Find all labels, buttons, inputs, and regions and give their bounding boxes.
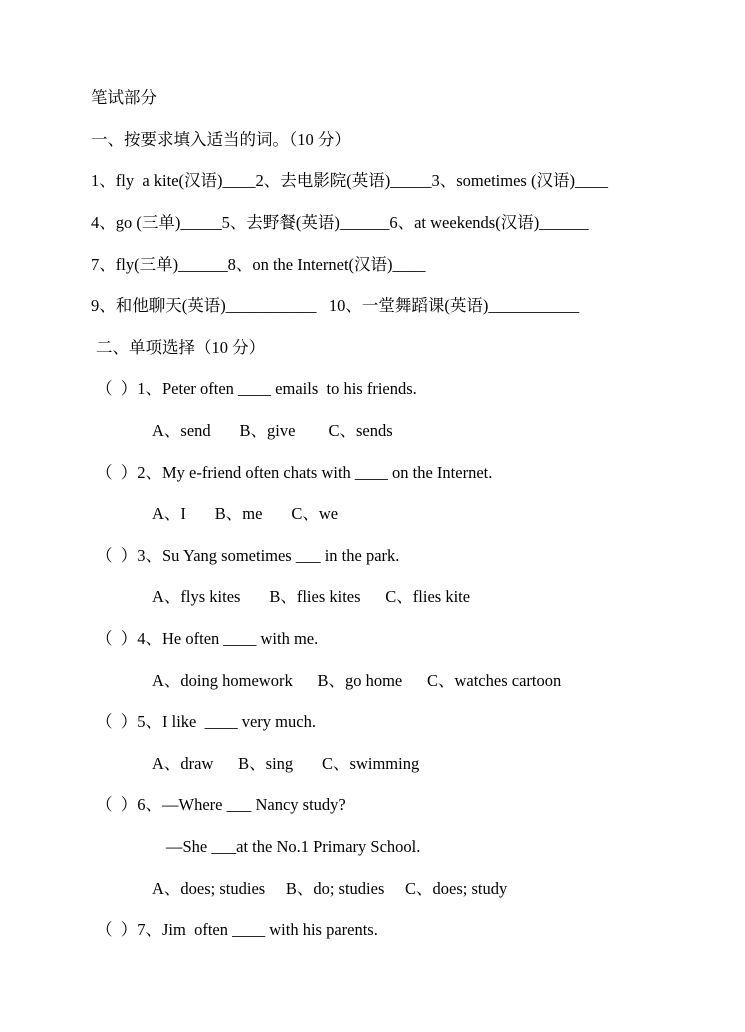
fill-line-4: 9、和他聊天(英语)___________ 10、一堂舞蹈课(英语)___________ [91, 296, 580, 315]
question-5-options: A、draw B、sing C、swimming [152, 754, 420, 773]
question-2-stem: （ ）2、My e-friend often chats with ____ on the Internet. [96, 463, 493, 482]
question-1-stem: （ ）1、Peter often ____ emails to his friends. [96, 379, 417, 398]
question-5-stem: （ ）5、I like ____ very much. [96, 712, 316, 731]
question-4-stem: （ ）4、He often ____ with me. [96, 629, 319, 648]
question-6-answer-line: —She ___at the No.1 Primary School. [166, 837, 421, 856]
question-3-options: A、flys kites B、flies kites C、flies kite [152, 587, 471, 606]
question-7-stem: （ ）7、Jim often ____ with his parents. [96, 920, 378, 939]
question-6-options: A、does; studies B、do; studies C、does; study [152, 879, 508, 898]
question-3-stem: （ ）3、Su Yang sometimes ___ in the park. [96, 546, 400, 565]
question-2-options: A、I B、me C、we [152, 504, 339, 523]
part2-title: 二、单项选择（10 分） [96, 338, 266, 357]
section-heading: 笔试部分 [91, 88, 157, 107]
part1-title: 一、按要求填入适当的词。（10 分） [91, 130, 351, 149]
question-4-options: A、doing homework B、go home C、watches cartoon [152, 671, 562, 690]
fill-line-1: 1、fly a kite(汉语)____2、去电影院(英语)_____3、sometimes (汉语)____ [91, 171, 608, 190]
fill-line-3: 7、fly(三单)______8、on the Internet(汉语)____ [91, 255, 426, 274]
question-6-stem: （ ）6、—Where ___ Nancy study? [96, 795, 346, 814]
question-1-options: A、send B、give C、sends [152, 421, 393, 440]
fill-line-2: 4、go (三单)_____5、去野餐(英语)______6、at weekends(汉语)______ [91, 213, 589, 232]
